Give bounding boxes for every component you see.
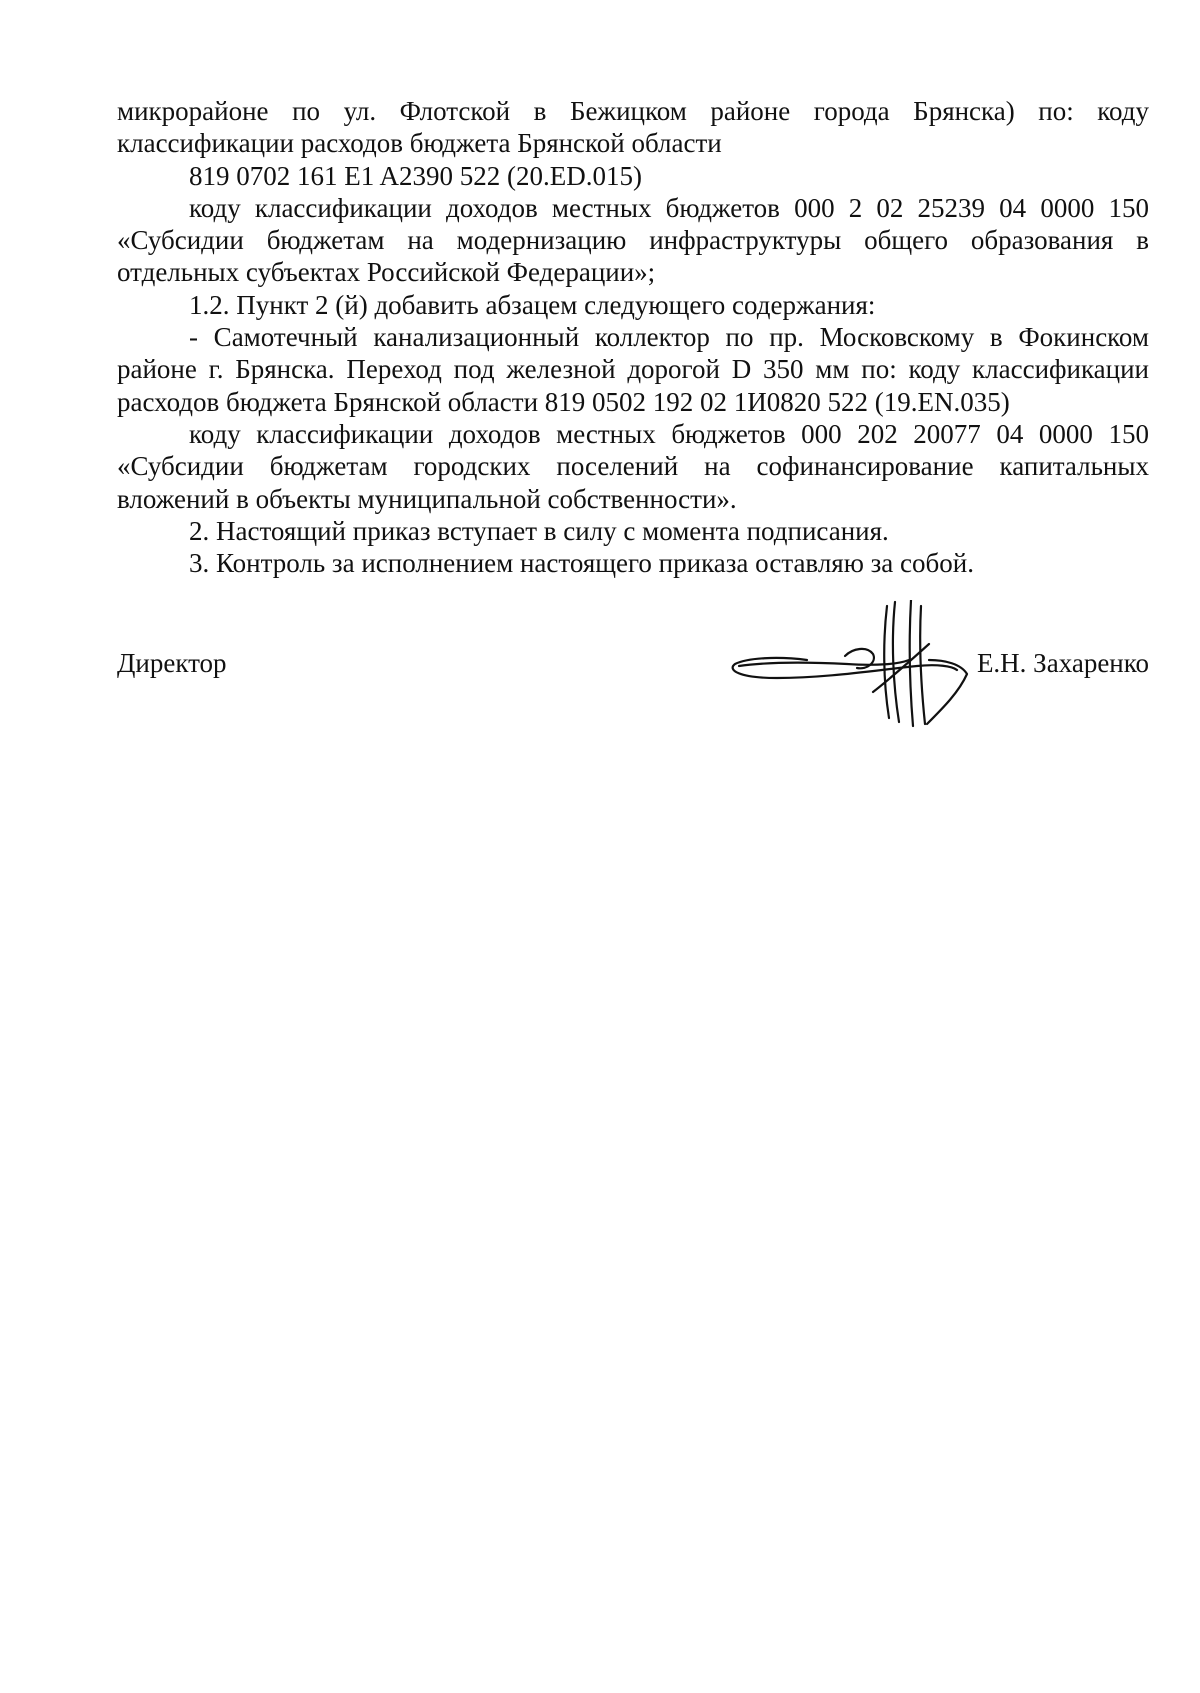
signer-position: Директор: [117, 648, 227, 678]
paragraph-expense-code: 819 0702 161 E1 A2390 522 (20.ED.015): [189, 160, 642, 191]
paragraph-effective-date: 2. Настоящий приказ вступает в силу с момента подписания.: [189, 515, 889, 546]
paragraph-sewer-collector: - Самотечный канализационный коллектор по пр. Московскому в Фокинском районе г. Брянска. Переход под железной дорогой D 350 мм по: коду классификации расходов бюджета Брянской области 819 0502 192 02 1И0820 522 (19.EN.035): [117, 322, 1149, 417]
signer-name: Е.Н. Захаренко: [976, 648, 1149, 678]
paragraph-control: 3. Контроль за исполнением настоящего приказа оставляю за собой.: [189, 548, 974, 579]
document-body: [117, 95, 1149, 579]
paragraph-classification-intro: микрорайоне по ул. Флотской в Бежицком районе города Брянска) по: коду классификации расходов бюджета Брянской области: [117, 96, 1149, 159]
paragraph-item-1-2: 1.2. Пункт 2 (й) добавить абзацем следующего содержания:: [189, 289, 876, 320]
paragraph-income-code-municipal: коду классификации доходов местных бюджетов 000 202 20077 04 0000 150 «Субсидии бюджетам городских поселений на софинансирование капитальных вложений в объекты муниципальной собственности».: [117, 418, 1149, 514]
paragraph-income-code-education: коду классификации доходов местных бюджетов 000 2 02 25239 04 0000 150 «Субсидии бюджетам на модернизацию инфраструктуры общего образования в отдельных субъектах Российской Федерации»;: [117, 192, 1149, 288]
signature-block: [117, 600, 1149, 720]
